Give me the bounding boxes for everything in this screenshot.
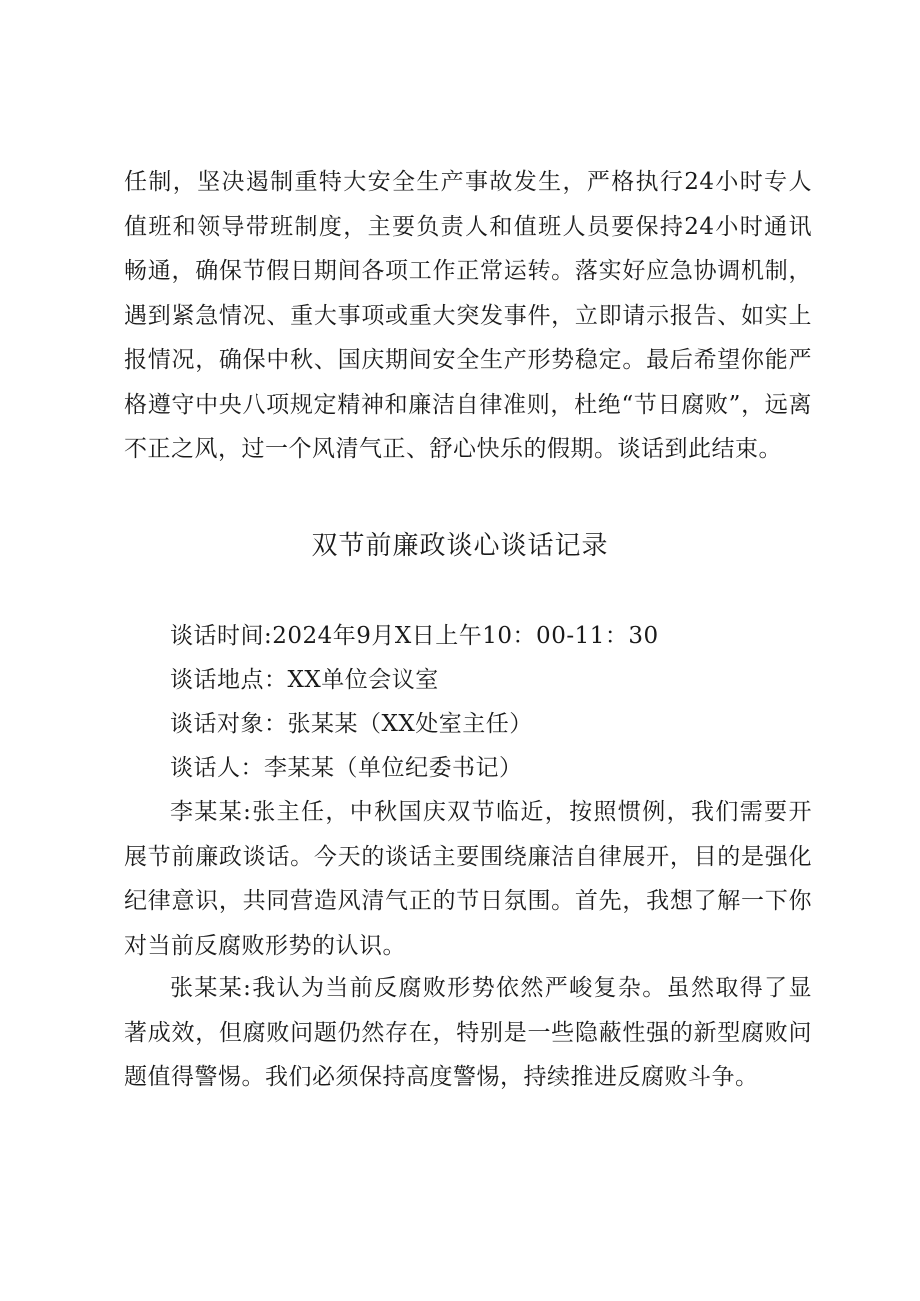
meta-subject: 谈话对象：张某某（XX处室主任） — [170, 711, 533, 737]
meta-time: 谈话时间:2024年9月X日上午10：00-11：30 — [170, 623, 659, 649]
intro-paragraph: 任制，坚决遏制重特大安全生产事故发生，严格执行24小时专人值班和领导带班制度，主要负责人和值班人员要保持24小时通讯畅通，确保节假日期间各项工作正常运转。落实好应急协调机制，遇到紧急情况、重大事项或重大突发事件，立即请示报告、如实上报情况，确保中秋、国庆期间安全生产形势稳定。最后希望你能严格遵守中央八项规定精神和廉洁自律准则，杜绝“节日腐败”，远离不正之风，过一个风清气正、舒心快乐的假期。谈话到此结束。 — [124, 169, 812, 462]
meta-speaker: 谈话人：李某某（单位纪委书记） — [170, 755, 523, 781]
meta-place: 谈话地点：XX单位会议室 — [170, 667, 439, 693]
dialogue-paragraph: 张某某:我认为当前反腐败形势依然严峻复杂。虽然取得了显著成效，但腐败问题仍然存在，特别是一些隐蔽性强的新型腐败问题值得警惕。我们必须保持高度警惕，持续推进反腐败斗争。 — [124, 975, 812, 1090]
dialogue-paragraph: 李某某:张主任，中秋国庆双节临近，按照惯例，我们需要开展节前廉政谈话。今天的谈话主要围绕廉洁自律展开，目的是强化纪律意识，共同营造风清气正的节日氛围。首先，我想了解一下你对当前反腐败形势的认识。 — [124, 799, 812, 959]
page-title: 双节前廉政谈心谈话记录 — [311, 531, 609, 561]
